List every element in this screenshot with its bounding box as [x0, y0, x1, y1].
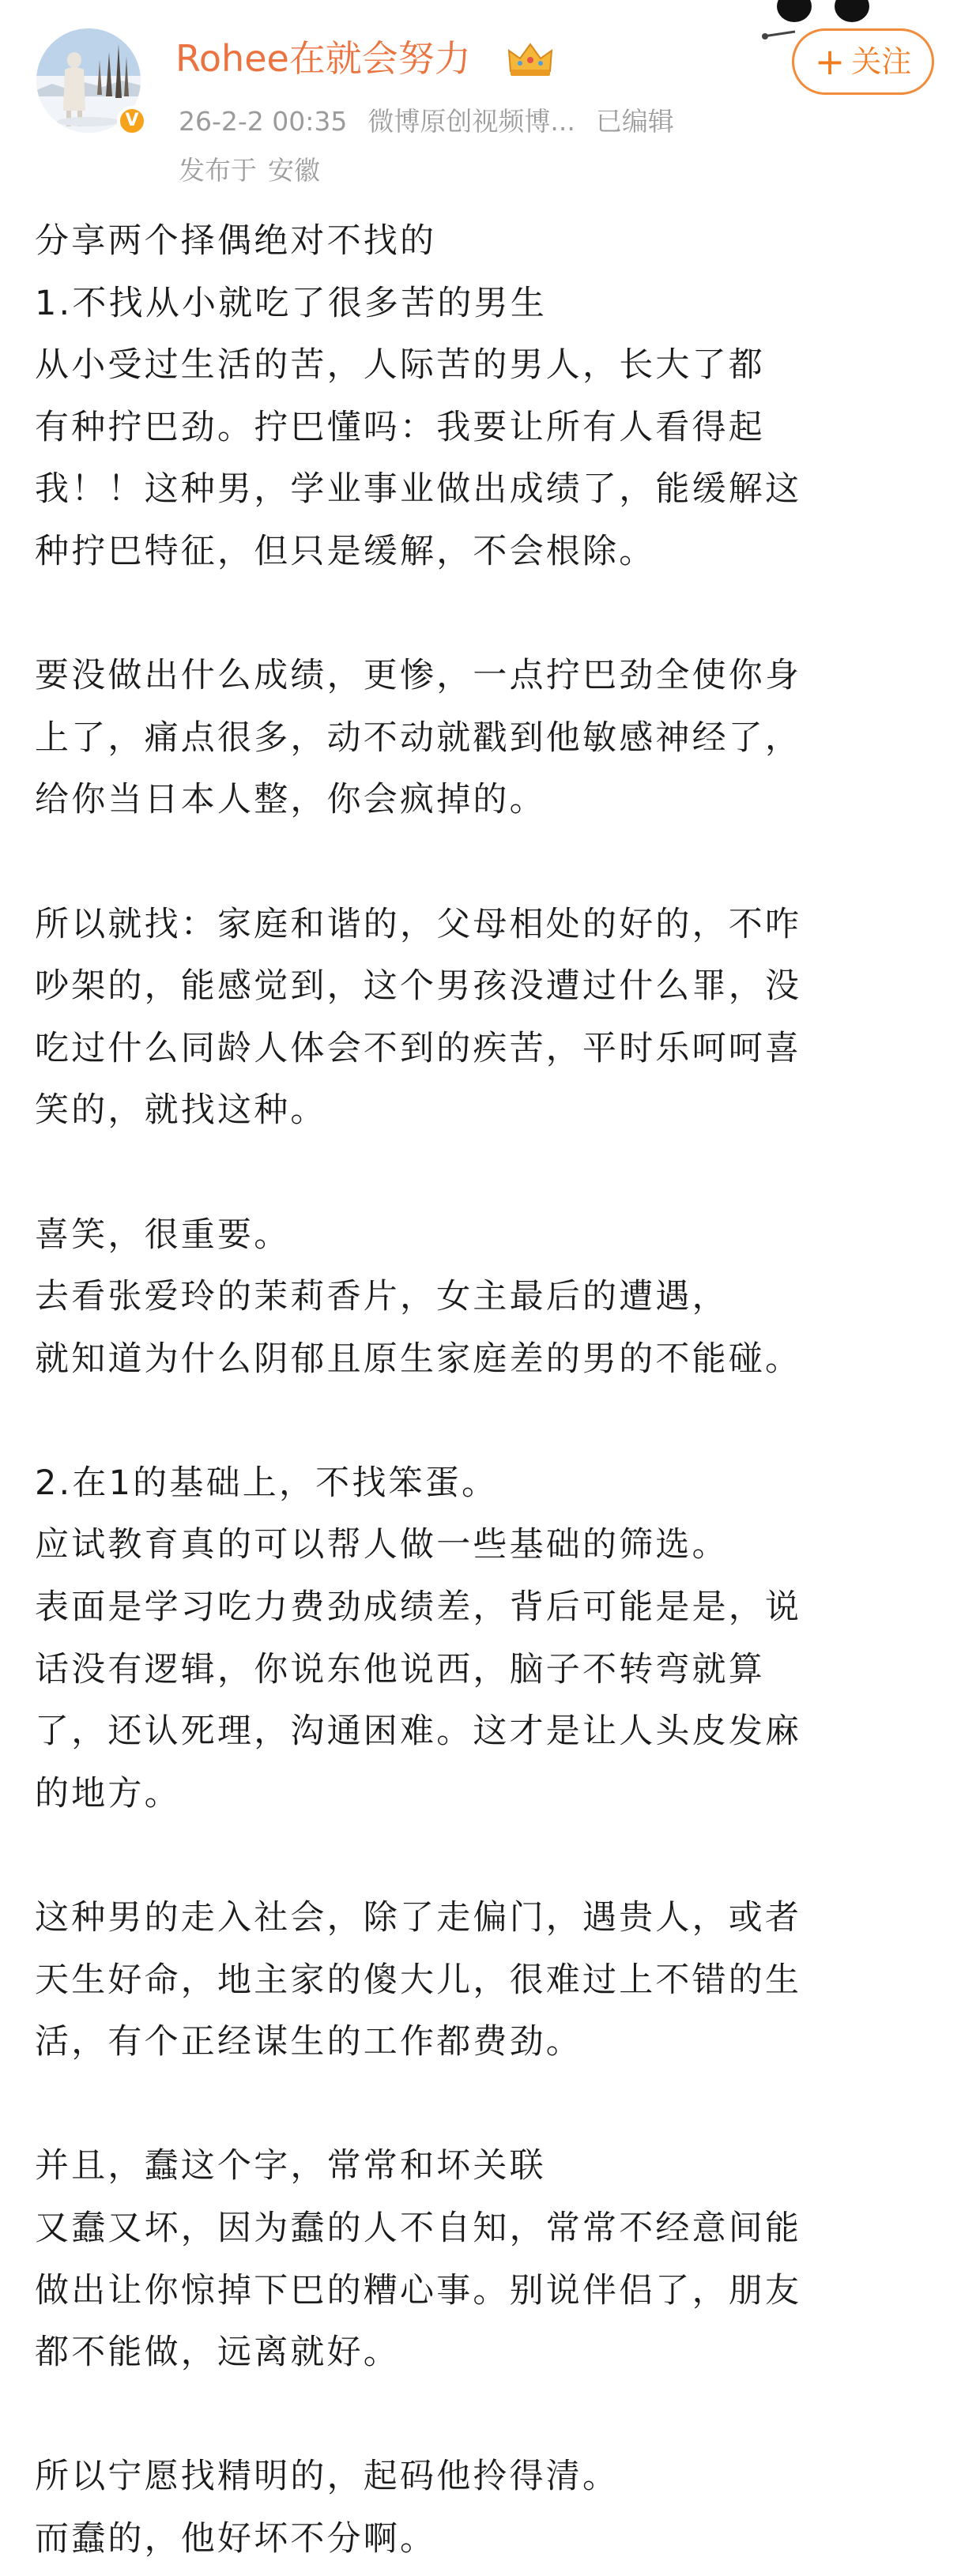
post-text-line: 吃过什么同龄人体会不到的疾苦，平时乐呵呵喜 [35, 1028, 802, 1068]
paragraph-spacer [35, 2073, 928, 2136]
post-text-line: 所以就找：家庭和谐的，父母相处的好的，不咋 [35, 904, 802, 944]
post-text-line: 而蠢的，他好坏不分啊。 [35, 2518, 437, 2559]
post-text-line: 2.在1的基础上，不找笨蛋。 [35, 1463, 499, 1503]
post-timestamp: 26-2-2 00:35 [179, 106, 348, 137]
post-text-line: 笑的，就找这种。 [35, 1090, 327, 1131]
post-text-line: 所以宁愿找精明的，起码他拎得清。 [35, 2457, 620, 2497]
post-text-line: 我！！这种男，学业事业做出成绩了，能缓解这 [35, 469, 802, 510]
author-name[interactable]: Rohee在就会努力 [175, 37, 471, 80]
paragraph-spacer [35, 2384, 928, 2446]
post-text-line: 种拧巴特征，但只是缓解，不会根除。 [35, 531, 656, 571]
post-content [35, 210, 928, 2570]
post-text-line: 1.不找从小就吃了很多苦的男生 [35, 283, 548, 323]
post-header [0, 0, 961, 198]
post-text-line: 上了，痛点很多，动不动就戳到他敏感神经了， [35, 717, 802, 758]
post-text-line: 天生好命，地主家的傻大儿，很难过上不错的生 [35, 1960, 802, 2000]
post-text-line: 这种男的走入社会，除了走偏门，遇贵人，或者 [35, 1898, 802, 1938]
paragraph-spacer [35, 1390, 928, 1452]
post-text-line: 活，有个正经谋生的工作都费劲。 [35, 2022, 582, 2062]
post-text-line: 喜笑，很重要。 [35, 1215, 291, 1255]
verified-badge-icon: V [117, 106, 147, 136]
paragraph-spacer [35, 583, 928, 646]
post-text-line: 做出让你惊掉下巴的糟心事。别说伴侣了，朋友 [35, 2270, 802, 2310]
crown-icon [506, 40, 555, 77]
post-text-line: 去看张爱玲的茉莉香片，女主最后的遭遇， [35, 1277, 729, 1317]
post-text-line: 话没有逻辑，你说东他说西，脑子不转弯就算 [35, 1649, 765, 1689]
post-location [179, 153, 331, 188]
post-text-line: 并且，蠢这个字，常常和坏关联 [35, 2146, 546, 2186]
post-text-line: 就知道为什么阴郁且原生家庭差的男的不能碰。 [35, 1339, 802, 1379]
post-text-line: 又蠢又坏，因为蠢的人不自知，常常不经意间能 [35, 2209, 802, 2248]
post-text-line: 表面是学习吃力费劲成绩差，背后可能是是，说 [35, 1587, 802, 1628]
post-text-line: 都不能做，远离就好。 [35, 2333, 400, 2373]
post-text-line: 有种拧巴劲。拧巴懂吗：我要让所有人看得起 [35, 407, 765, 447]
post-text-line: 要没做出什么成绩，更惨，一点拧巴劲全使你身 [35, 656, 802, 696]
post-text-line: 的地方。 [35, 1773, 181, 1813]
paragraph-spacer [35, 1825, 928, 1887]
paragraph-spacer [35, 831, 928, 894]
follow-label: 关注 [851, 44, 912, 79]
post-source[interactable]: 微博原创视频博... [367, 106, 575, 137]
post-text-line: 给你当日本人整，你会疯掉的。 [35, 780, 546, 820]
post-meta [179, 104, 695, 139]
edited-label[interactable]: 已编辑 [595, 106, 674, 137]
post-text-line: 分享两个择偶绝对不找的 [35, 221, 437, 261]
follow-button[interactable] [792, 28, 934, 95]
post-text-line: 从小受过生活的苦，人际苦的男人，长大了都 [35, 345, 765, 386]
post-text-line: 吵架的，能感觉到，这个男孩没遭过什么罪，没 [35, 966, 802, 1007]
plus-icon: + [814, 40, 846, 83]
post-text-line: 应试教育真的可以帮人做一些基础的筛选。 [35, 1525, 729, 1565]
location-prefix: 发布于 [179, 155, 257, 186]
paragraph-spacer [35, 1142, 928, 1204]
post-text-line: 了，还认死理，沟通困难。这才是让人头皮发麻 [35, 1712, 802, 1752]
location-name: 安徽 [268, 155, 320, 186]
